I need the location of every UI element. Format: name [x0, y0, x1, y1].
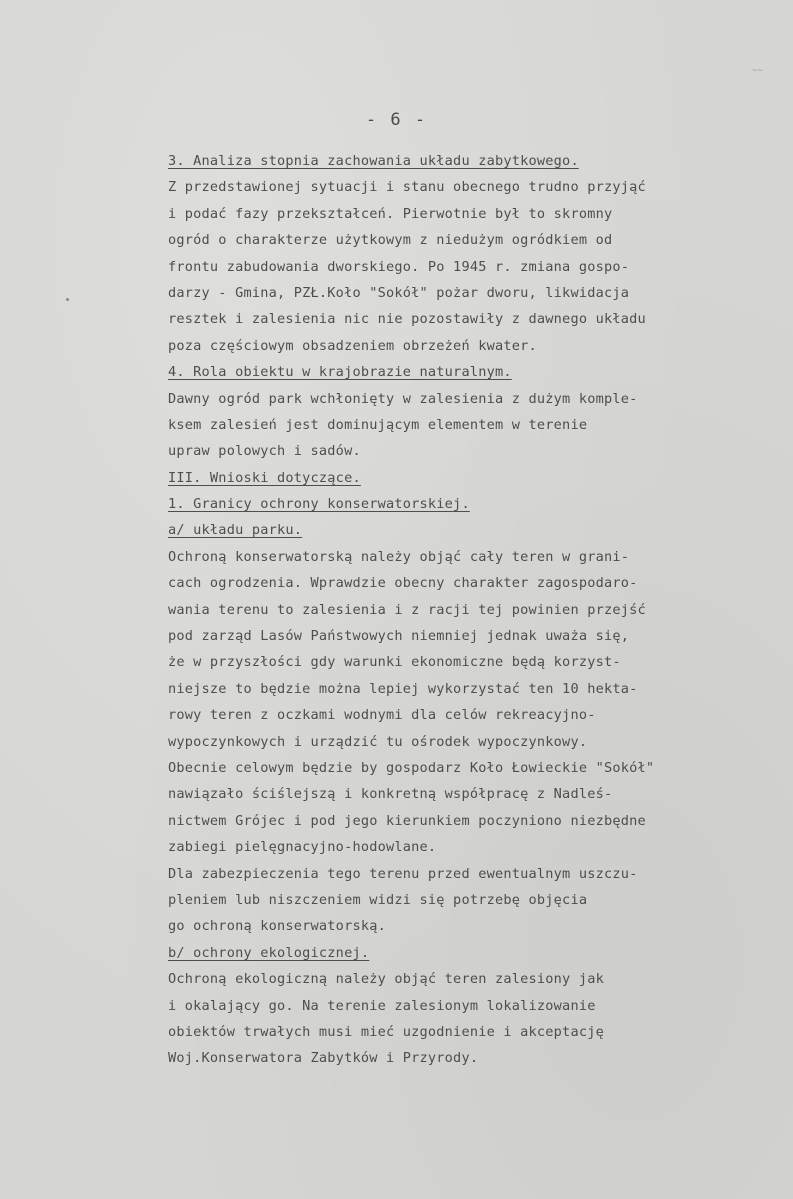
text-line: poza częściowym obsadzeniem obrzeżeń kwater.: [168, 337, 537, 354]
text-line: frontu zabudowania dworskiego. Po 1945 r. zmiana gospo-: [168, 258, 630, 275]
section-heading: III. Wnioski dotyczące.: [168, 469, 361, 486]
page-number: - 6 -: [365, 110, 428, 130]
corner-mark: ~~: [752, 66, 763, 76]
text-line: obiektów trwałych musi mieć uzgodnienie i akceptację: [168, 1023, 604, 1040]
section-heading: a/ układu parku.: [168, 522, 303, 539]
text-line: wania terenu to zalesienia i z racji tej powinien przejść: [168, 601, 646, 618]
text-line: pod zarząd Lasów Państwowych niemniej jednak uważa się,: [168, 628, 630, 645]
text-line: upraw polowych i sadów.: [168, 443, 361, 460]
text-line: cach ogrodzenia. Wprawdzie obecny charakter zagospodaro-: [168, 575, 638, 592]
text-line: Z przedstawionej sytuacji i stanu obecnego trudno przyjąć: [168, 179, 646, 196]
text-line: Woj.Konserwatora Zabytków i Przyrody.: [168, 1050, 479, 1067]
section-heading: 4. Rola obiektu w krajobrazie naturalnym.: [168, 364, 512, 381]
text-line: Dawny ogród park wchłonięty w zalesienia z dużym komple-: [168, 390, 638, 407]
text-line: Ochroną ekologiczną należy objąć teren zalesiony jak: [168, 971, 604, 988]
text-line: niejsze to będzie można lepiej wykorzystać ten 10 hekta-: [168, 680, 638, 697]
text-line: pleniem lub niszczeniem widzi się potrzebę objęcia: [168, 891, 588, 908]
text-line: i okalający go. Na terenie zalesionym lokalizowanie: [168, 997, 596, 1014]
text-line: Obecnie celowym będzie by gospodarz Koło Łowieckie "Sokół": [168, 759, 655, 776]
text-line: darzy - Gmina, PZŁ.Koło "Sokół" pożar dworu, likwidacja: [168, 284, 630, 301]
text-line: ksem zalesień jest dominującym elementem w terenie: [168, 416, 588, 433]
section-heading: 1. Granicy ochrony konserwatorskiej.: [168, 496, 470, 513]
text-line: i podać fazy przekształceń. Pierwotnie był to skromny: [168, 205, 613, 222]
text-line: zabiegi pielęgnacyjno-hodowlane.: [168, 839, 437, 856]
document-body: [168, 148, 768, 1072]
text-line: ogród o charakterze użytkowym z niedużym ogródkiem od: [168, 232, 613, 249]
text-line: nictwem Grójec i pod jego kierunkiem poczyniono niezbędne: [168, 812, 646, 829]
text-line: resztek i zalesienia nic nie pozostawiły z dawnego układu: [168, 311, 646, 328]
text-line: Ochroną konserwatorską należy objąć cały teren w grani-: [168, 548, 630, 565]
text-line: rowy teren z oczkami wodnymi dla celów rekreacyjno-: [168, 707, 596, 724]
paper-speck: [66, 298, 69, 301]
text-line: Dla zabezpieczenia tego terenu przed ewentualnym uszczu-: [168, 865, 638, 882]
section-heading: 3. Analiza stopnia zachowania układu zabytkowego.: [168, 153, 579, 169]
text-line: że w przyszłości gdy warunki ekonomiczne będą korzyst-: [168, 654, 621, 671]
text-line: go ochroną konserwatorską.: [168, 918, 386, 935]
text-line: wypoczynkowych i urządzić tu ośrodek wypoczynkowy.: [168, 733, 588, 750]
section-heading: b/ ochrony ekologicznej.: [168, 944, 370, 961]
text-line: nawiązało ściślejszą i konkretną współpracę z Nadleś-: [168, 786, 613, 803]
